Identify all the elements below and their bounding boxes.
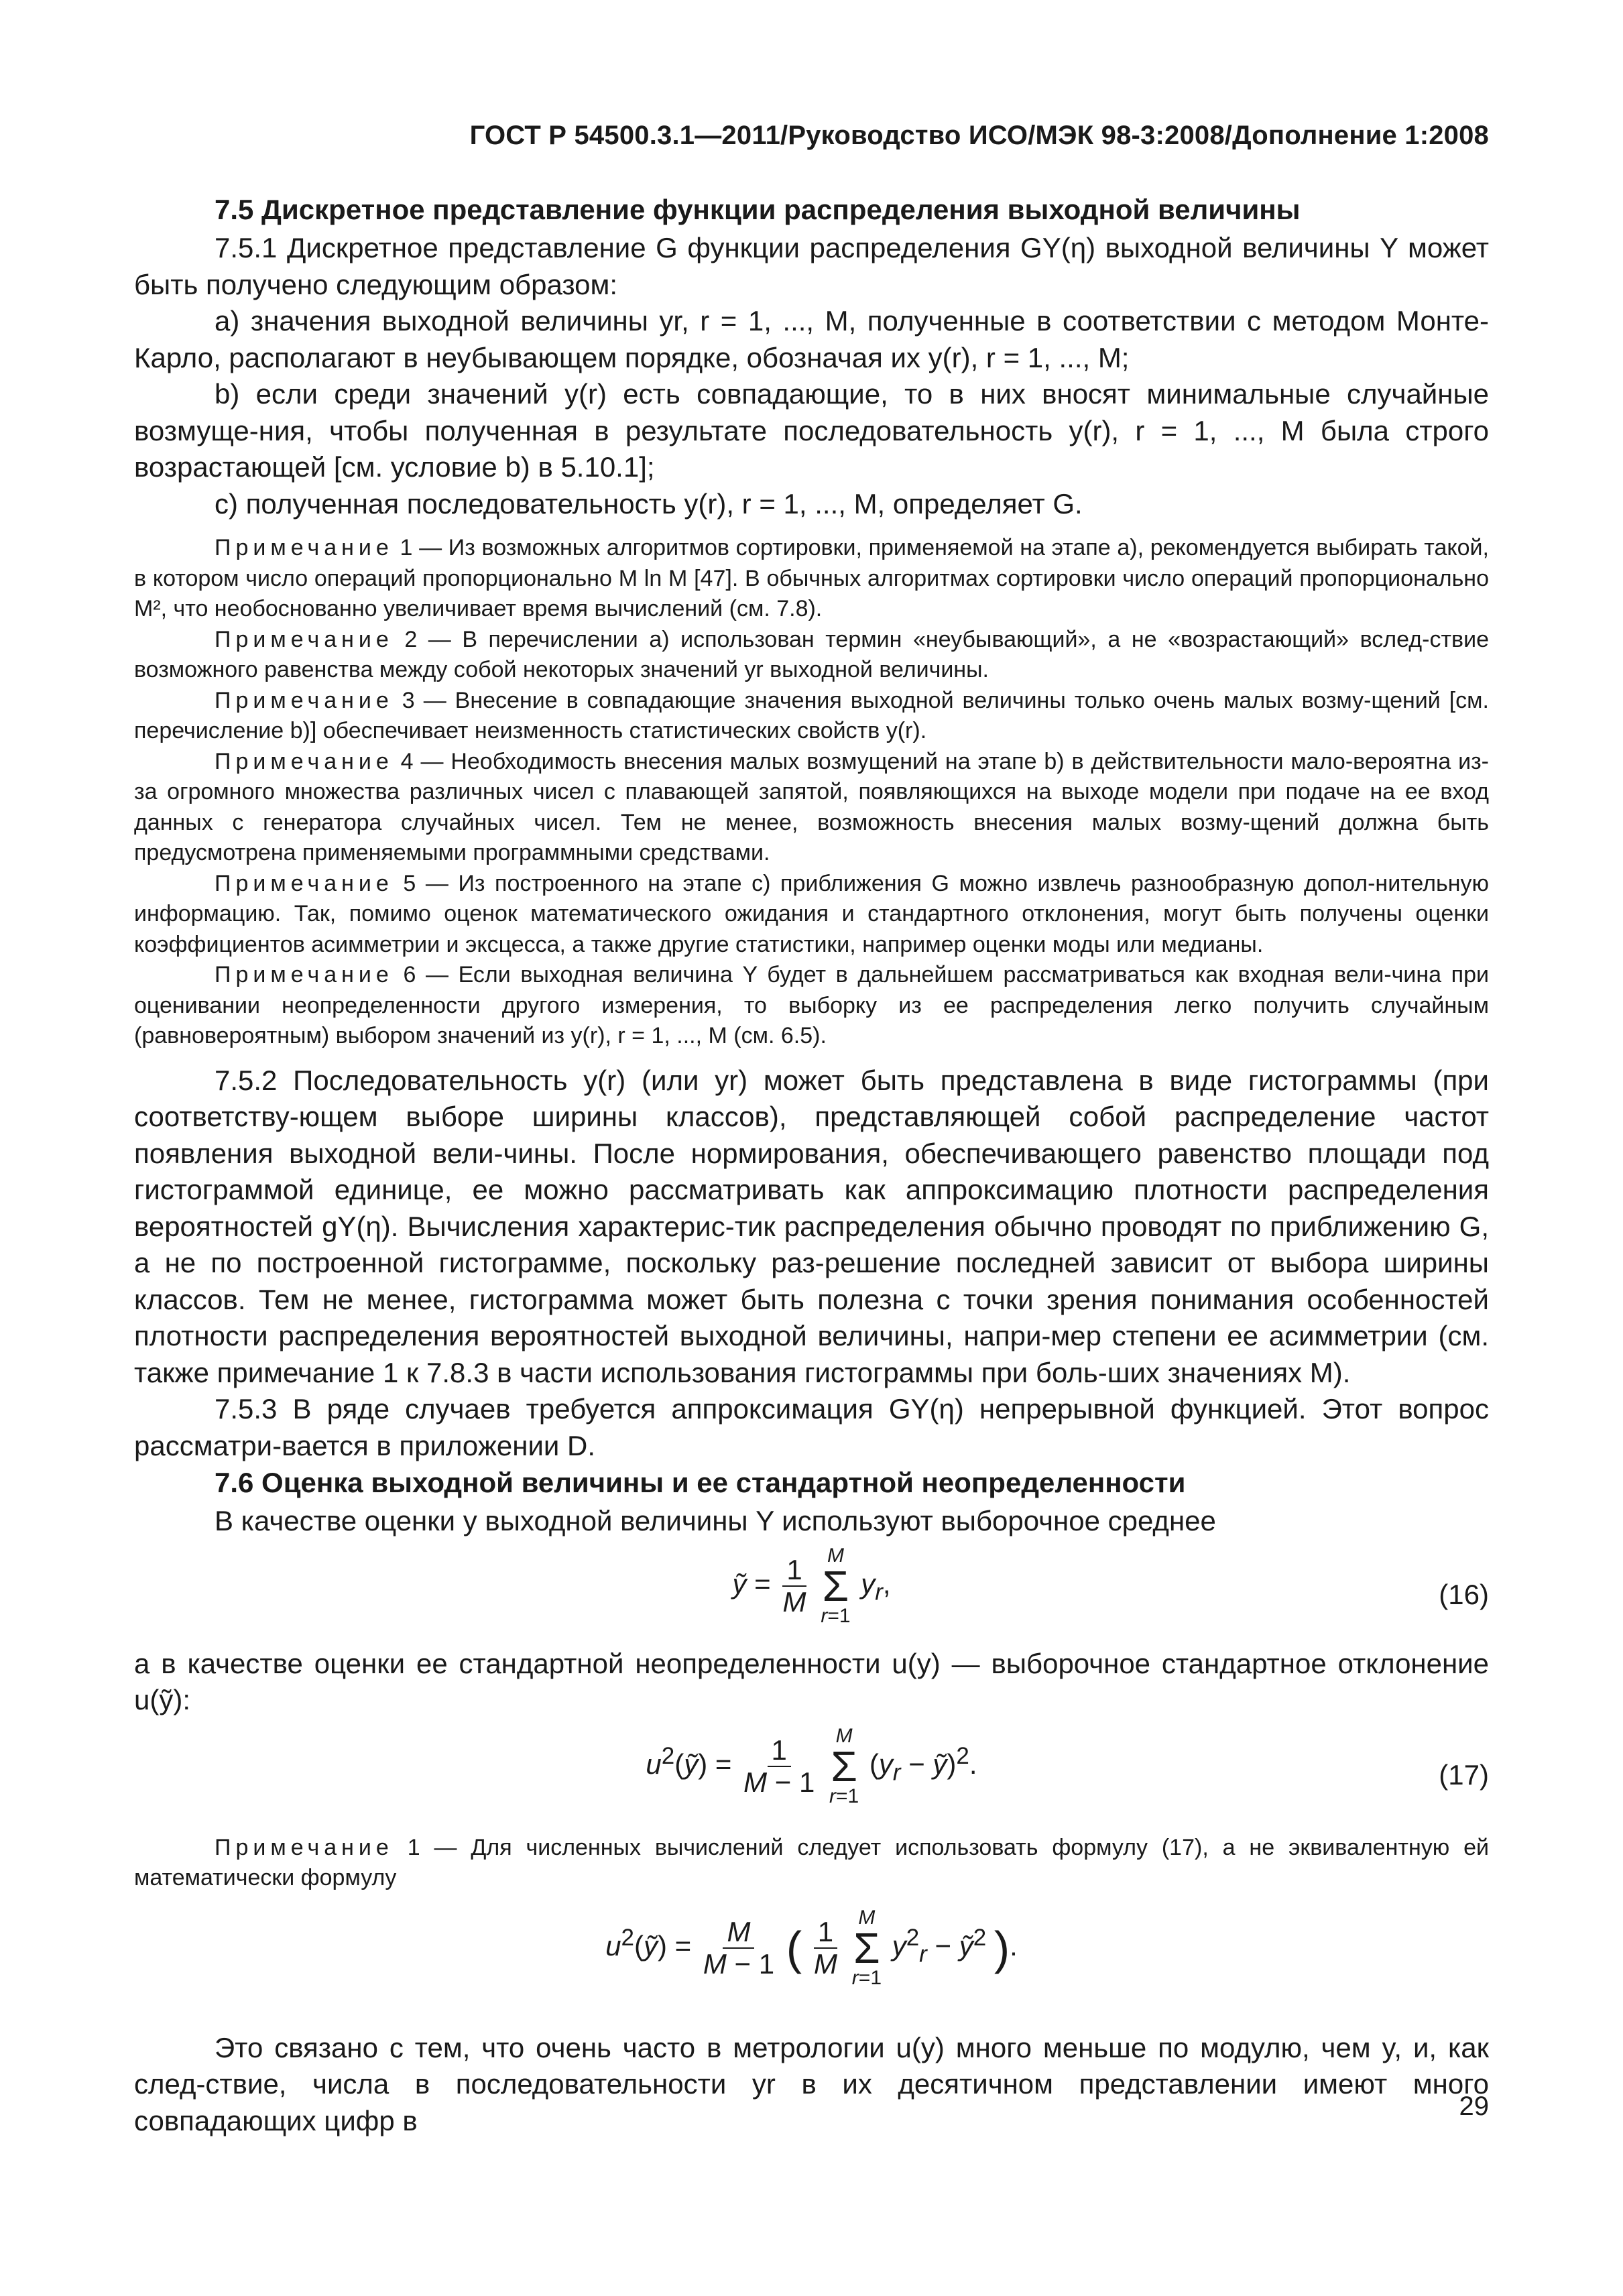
- note-label: Примечание: [215, 1834, 394, 1860]
- list-item-a: а) значения выходной величины yr, r = 1, ..., M, полученные в соответствии с методом Монте-Карло, располагают в неубывающем порядке, обозначая их y(r), r = 1, ..., M;: [134, 305, 1489, 373]
- page-body: [134, 191, 1489, 2139]
- paragraph-7-6-intro: В качестве оценки y выходной величины Y используют выборочное среднее: [215, 1505, 1216, 1536]
- equation-16-number: (16): [1439, 1578, 1489, 1610]
- note-label: Примечание: [215, 687, 394, 713]
- note-label: Примечание: [215, 626, 394, 652]
- notes-block: [134, 533, 1489, 1052]
- page-number: 29: [1459, 2092, 1489, 2121]
- equation-alt: [134, 1907, 1489, 2018]
- note-text: 6 — Если выходная величина Y будет в дальнейшем рассматриваться как входная вели-чина при оценивании неопределенности другого измерения, то выборку из ее распределения легко получить случайным (равновероятным) выбором значений из y(r), r = 1, ..., M (см. 6.5).: [134, 962, 1489, 1048]
- paragraph-7-5-1: 7.5.1 Дискретное представление G функции распределения GY(η) выходной величины Y может быть получено следующим образом:: [134, 232, 1489, 300]
- note-text: 1 — Для численных вычислений следует использовать формулу (17), а не эквивалентную ей математически формулу: [134, 1834, 1489, 1890]
- note-6: [134, 960, 1489, 1052]
- note-2: [134, 625, 1489, 686]
- equation-16-formula: ỹ = $\frac{1}{M}$ M Σ r=1 $y_r$,: [732, 1544, 891, 1627]
- section-heading-7-6: 7.6 Оценка выходной величины и ее стандартной неопределенности: [215, 1467, 1186, 1498]
- note-1: [134, 533, 1489, 625]
- note-label: Примечание: [215, 748, 394, 774]
- note-label: Примечание: [215, 870, 394, 896]
- equation-17-number: (17): [1439, 1758, 1489, 1791]
- equation-alt-formula: $u^2(ỹ)$ = $\frac{M}{M - 1}$ ( $\frac{1}{M}$ M Σ r=1 $y^2_r$ − ỹ$^2$ ).: [605, 1906, 1018, 1989]
- note-text: 2 — В перечислении а) использован термин «неубывающий», а не «возрастающий» вслед-ствие возможного равенства между собой некоторых значений yr выходной величины.: [134, 626, 1489, 682]
- note-3: [134, 686, 1489, 747]
- note-7-6-1: [134, 1833, 1489, 1894]
- equation-17: [134, 1726, 1489, 1833]
- list-item-b: b) если среди значений y(r) есть совпадающие, то в них вносят минимальные случайные возмуще-ния, чтобы полученная в результате последовательность y(r), r = 1, ..., M была строго возрастающей [см. условие b) в 5.10.1];: [134, 378, 1489, 483]
- note-label: Примечание: [215, 962, 394, 987]
- paragraph-7-6-mid: а в качестве оценки ее стандартной неопределенности u(y) — выборочное стандартное отклонение u(ỹ):: [134, 1647, 1489, 1715]
- list-item-c: с) полученная последовательность y(r), r = 1, ..., M, определяет G.: [215, 487, 1083, 520]
- note-text: 3 — Внесение в совпадающие значения выходной величины только очень малых возму-щений [см. перечисление b)] обеспечивает неизменность статистических свойств y(r).: [134, 687, 1489, 743]
- note-text: 5 — Из построенного на этапе с) приближения G можно извлечь разнообразную допол-нительную информацию. Так, помимо оценок математического ожидания и стандартного отклонения, могут быть получены оценки коэффициентов асимметрии и эксцесса, а также другие статистики, например оценки моды или медианы.: [134, 870, 1490, 957]
- running-header: ГОСТ Р 54500.3.1—2011/Руководство ИСО/МЭК 98-3:2008/Дополнение 1:2008: [469, 121, 1489, 150]
- paragraph-7-6-tail: Это связано с тем, что очень часто в метрологии u(y) много меньше по модулю, чем y, и, как след-ствие, числа в последовательности yr в их десятичном представлении имеют много совпадающих цифр в: [134, 2031, 1489, 2136]
- note-5: [134, 869, 1489, 961]
- note-label: Примечание: [215, 535, 394, 560]
- equation-16: [134, 1545, 1489, 1646]
- section-heading-7-5: 7.5 Дискретное представление функции распределения выходной величины: [215, 194, 1301, 225]
- paragraph-7-5-3: 7.5.3 В ряде случаев требуется аппроксимация GY(η) непрерывной функцией. Этот вопрос рассматри-вается в приложении D.: [134, 1393, 1489, 1461]
- note-text: 4 — Необходимость внесения малых возмущений на этапе b) в действительности мало-вероятна из-за огромного множества различных чисел с плавающей запятой, появляющихся на выходе модели при подаче на ее вход данных с генератора случайных чисел. Тем не менее, возможность внесения малых возму-щений должна быть предусмотрена применяемыми программными средствами.: [134, 748, 1489, 865]
- equation-17-formula: $u^2(ỹ)$ = $\frac{1}{M - 1}$ M Σ r=1 ($y_r$ − ỹ)$^2$.: [646, 1724, 977, 1807]
- paragraph-7-5-2: 7.5.2 Последовательность y(r) (или yr) может быть представлена в виде гистограммы (при соответству-ющем выборе ширины классов), представляющей собой распределение частот появления выходной вели-чины. После нормирования, обеспечивающего равенство площади под гистограммой единице, ее можно рассматривать как аппроксимацию плотности распределения вероятностей gY(η). Вычисления характерис-тик распределения обычно проводят по приближению G, а не по построенной гистограмме, поскольку раз-решение последней зависит от выбора ширины классов. Тем не менее, гистограмма может быть полезна с точки зрения понимания особенностей плотности распределения вероятностей выходной величины, напри-мер степени ее асимметрии (см. также примечание 1 к 7.8.3 в части использования гистограммы при боль-ших значениях M).: [134, 1064, 1490, 1388]
- note-4: [134, 747, 1489, 869]
- note-text: 1 — Из возможных алгоритмов сортировки, применяемой на этапе а), рекомендуется выбирать такой, в котором число операций пропорционально M ln M [47]. В обычных алгоритмах сортировки число операций пропорционально M², что необоснованно увеличивает время вычислений (см. 7.8).: [134, 535, 1489, 621]
